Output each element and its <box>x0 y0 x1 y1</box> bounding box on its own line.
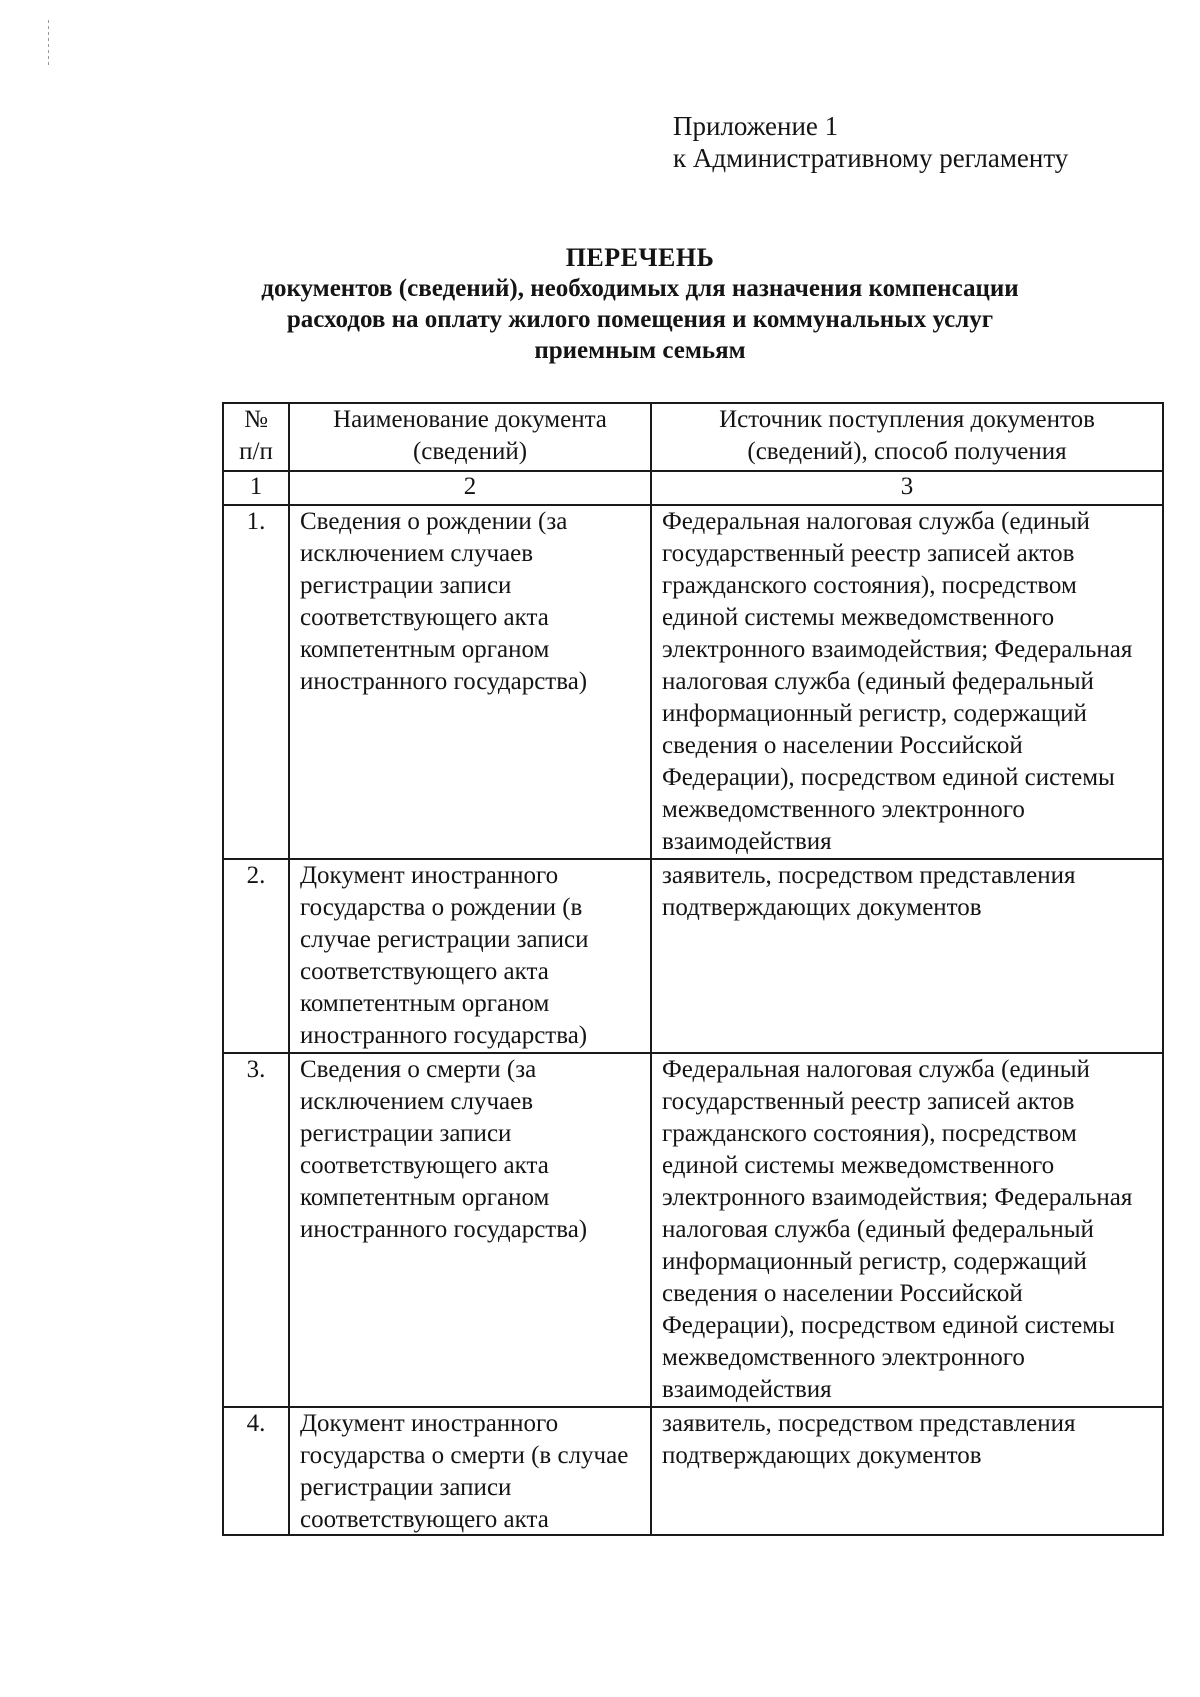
column-number-2: 2 <box>289 471 651 505</box>
row-document-name <box>289 1407 651 1535</box>
row-document-name: Сведения о рождении (за исключением случаев регистрации записи соответствующего акта компетентным органом иностранного государства) <box>289 505 651 859</box>
row-document-name: Документ иностранного государства о рождении (в случае регистрации записи соответствующего акта компетентным органом иностранного государства) <box>289 859 651 1053</box>
title-line-3: приемным семьям <box>534 337 746 364</box>
documents-table <box>222 402 1164 1536</box>
appendix-note <box>673 110 1068 174</box>
title-line-2: расходов на оплату жилого помещения и коммунальных услуг <box>286 306 994 333</box>
table-row <box>223 1407 1163 1535</box>
scan-artifact <box>48 20 49 65</box>
header-document-name: Наименование документа (сведений) <box>289 403 651 471</box>
column-number-3: 3 <box>651 471 1163 505</box>
appendix-line-2: к Административному регламенту <box>673 143 1069 173</box>
column-number-1: 1 <box>223 471 289 505</box>
title-line-1: документов (сведений), необходимых для назначения компенсации <box>261 275 1019 302</box>
row-number: 3. <box>223 1053 289 1407</box>
table-row <box>223 859 1163 1053</box>
row-document-name-text: Документ иностранного государства о смерти (в случае регистрации записи соответствующего акта <box>300 1410 629 1533</box>
table-row <box>223 1053 1163 1407</box>
row-document-name: Сведения о смерти (за исключением случаев регистрации записи соответствующего акта компетентным органом иностранного государства) <box>289 1053 651 1407</box>
row-number: 1. <box>223 505 289 859</box>
table-row <box>223 505 1163 859</box>
row-source: Федеральная налоговая служба (единый государственный реестр записей актов гражданского состояния), посредством единой системы межведомственного электронного взаимодействия; Федеральная налоговая служба (единый федеральный информационный регистр, содержащий сведения о населении Российской Федерации), посредством единой системы межведомственного электронного взаимодействия <box>651 505 1163 859</box>
row-source: заявитель, посредством представления подтверждающих документов <box>651 859 1163 1053</box>
document-title <box>200 242 1080 366</box>
table-header-row <box>223 403 1163 471</box>
column-number-row <box>223 471 1163 505</box>
header-source: Источник поступления документов (сведений), способ получения <box>651 403 1163 471</box>
title-heading: ПЕРЕЧЕНЬ <box>565 243 715 272</box>
row-number: 4. <box>223 1407 289 1535</box>
appendix-line-1: Приложение 1 <box>673 111 839 141</box>
row-number: 2. <box>223 859 289 1053</box>
header-number: № п/п <box>223 403 289 471</box>
row-source: Федеральная налоговая служба (единый государственный реестр записей актов гражданского состояния), посредством единой системы межведомственного электронного взаимодействия; Федеральная налоговая служба (единый федеральный информационный регистр, содержащий сведения о населении Российской Федерации), посредством единой системы межведомственного электронного взаимодействия <box>651 1053 1163 1407</box>
row-source: заявитель, посредством представления подтверждающих документов <box>651 1407 1163 1535</box>
